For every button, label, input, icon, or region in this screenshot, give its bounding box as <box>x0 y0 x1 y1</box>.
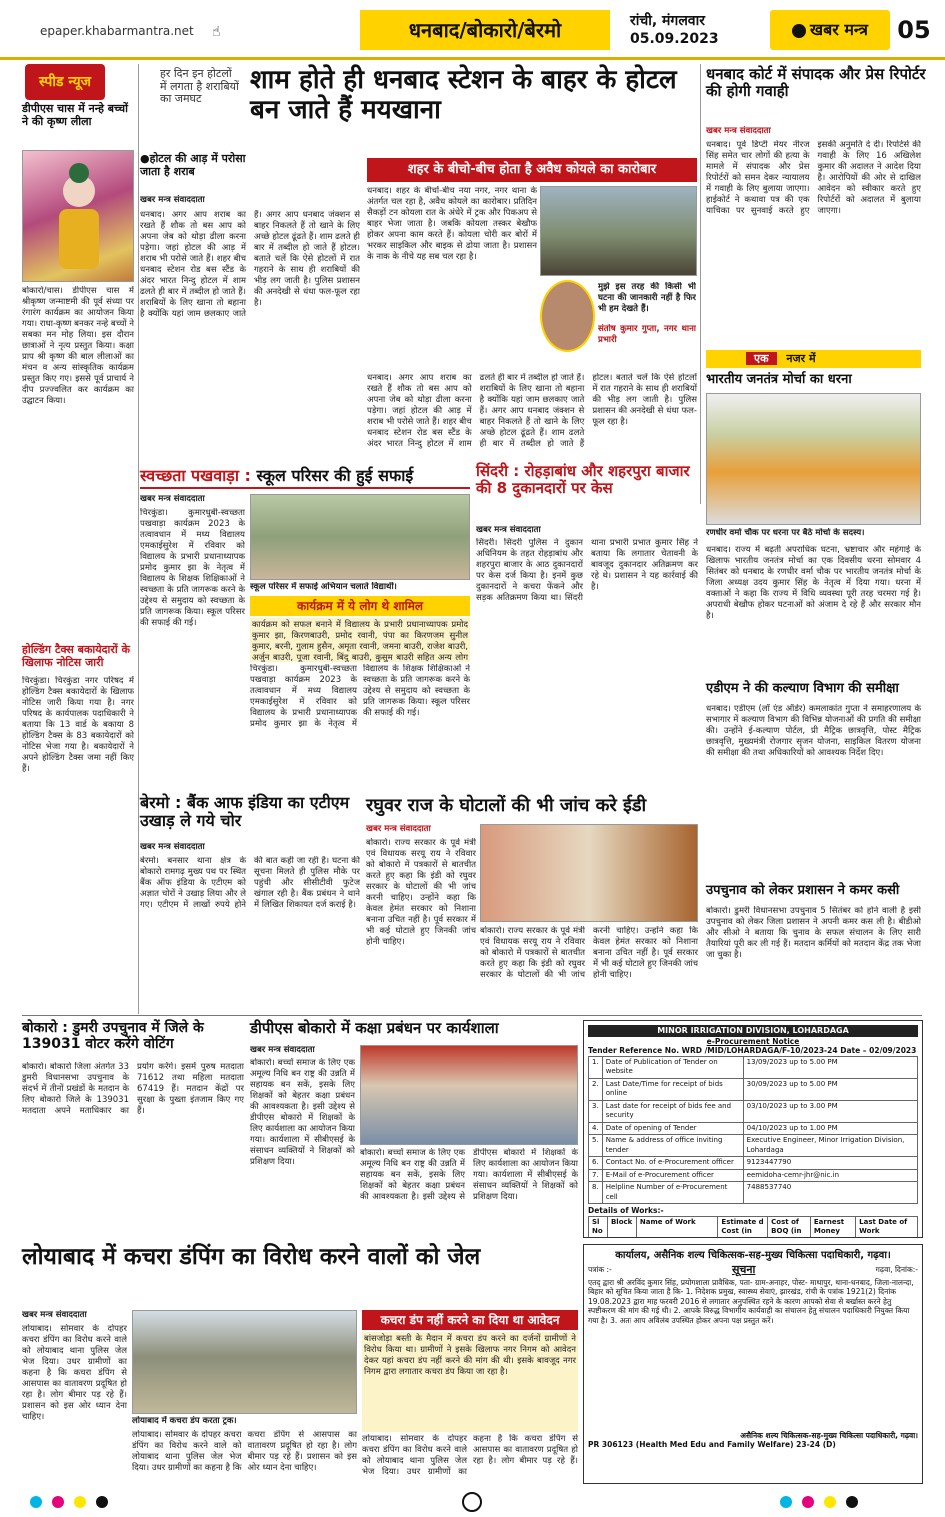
loyabad-body-cont-2: लोयाबाद। सोमवार के दोपहर कचरा डंपिंग का विरोध करने वाले को लोयाबाद थाना पुलिस जेल भेज दिया। उधर ग्रामीणों का कहना है कि कचरा डंपिंग से आसपास का वातावरण प्रदूषित हो रहा है। लोग बीमार पड़ रहे हैं। <box>362 1434 578 1477</box>
color-dots-right <box>780 1496 858 1508</box>
swachhta-caption: स्कूल परिसर में सफाई अभियान चलाते विद्यार्थी। <box>250 582 397 592</box>
dumri-body: बोकारो। बोकारो जिला अंतर्गत 33 डुमरी विधानसभा उपचुनाव के संदर्भ में तीनों प्रखंडों के मतदान के लिए बोकारो जिले के 139031 मतदाता अपने मताधिकार का प्रयोग करेंगे। इसमें पुरुष मतदाता 71612 तथा महिला मतदाता 67419 हैं। मतदान केंद्रों पर सुरक्षा के पुख्ता इंतजाम किए गए हैं। <box>22 1062 244 1116</box>
page-number: 05 <box>897 16 931 44</box>
cursor-icon: ☝ <box>212 24 221 40</box>
loyabad-body: लोयाबाद। सोमवार के दोपहर कचरा डंपिंग का विरोध करने वाले को लोयाबाद थाना पुलिस जेल भेज दिया। उधर ग्रामीणों का कहना है कि कचरा डंपिंग से आसपास का वातावरण प्रदूषित हो रहा है। लोग बीमार पड़ रहे हैं। प्रशासन को इस ओर ध्यान देना चाहिए। <box>22 1324 127 1422</box>
magenta-dot-icon <box>802 1496 814 1508</box>
swachhta-title: स्कूल परिसर की हुई सफाई <box>256 466 414 485</box>
tender-cell: 7488537740 <box>743 1182 917 1204</box>
swachhta-kicker: स्वच्छता पखवाड़ा : <box>140 466 251 485</box>
work-header-row <box>589 1216 918 1238</box>
loyabad-photo <box>132 1310 357 1414</box>
cyan-dot-icon <box>780 1496 792 1508</box>
tender-cell: 3. <box>589 1100 603 1122</box>
raghuvar-headline: रघुवर राज के घोटालों की भी जांच करे ईडी <box>366 795 647 816</box>
swachhta-body: चिरकुंडा। कुमारधुबी-स्वच्छता पखवाड़ा कार्यक्रम 2023 के तत्वावधान में मध्य विद्यालय एमकाईसुरेश में रविवार को विद्यालय के प्रभारी प्रधानाध्यापक प्रमोद कुमार झा के नेतृत्व में विद्यालय के शिक्षक शिक्षिकाओं ने स्वच्छता के प्रति जागरूक करने के उद्देश्य से समुदाय को स्वच्छता के प्रति जागरूक किया। स्कूल परिसर की सफाई की गई। <box>140 508 245 628</box>
column-rule <box>138 64 139 1014</box>
krishna-photo <box>22 150 134 282</box>
tender-row <box>589 1135 918 1157</box>
sindri-byline: खबर मन्त्र संवाददाता <box>476 525 541 535</box>
dumri-headline: बोकारो : डुमरी उपचुनाव में जिले के 139031 वोटर करेंगे वोटिंग <box>22 1020 204 1053</box>
swachhta-byline: खबर मन्त्र संवाददाता <box>140 494 205 504</box>
tender-cell: Executive Engineer, Minor Irrigation Division, Lohardaga <box>743 1135 917 1157</box>
work-header-cell: Estimate d Cost (in <box>718 1216 768 1238</box>
dps-byline: खबर मन्त्र संवाददाता <box>250 1045 315 1055</box>
tender-cell: 6. <box>589 1157 603 1170</box>
tender-cell: 03/10/2023 up to 3.00 PM <box>743 1100 917 1122</box>
lead-body-cont: धनबाद। अगर आप शराब का रखते हैं शौक तो बस आप को अपना जेब को थोड़ा ढीला करना पड़ेगा। जहां होटल की आड़ में शराब भी परोसे जाते हैं। शहर बीच धनबाद स्टेशन रोड बस स्टैंड के अंदर भारत निन्दु होटल में शाम ढलते ही बार में तब्दील हो जाते हैं। शराबियों के लिए खाना तो बहाना है क्योंकि यहां जाम छलकाए जाते हैं। अगर आप धनबाद जंक्शन से बाहर निकलते हैं तो खाने के लिए अच्छे होटल ढूंढते हैं। शाम ढलते ही बार में तब्दील हो जाते हैं होटल। बताते चलें कि ऐसे होटलों में रात गहराने के साथ ही शराबियों की भीड़ लग जाती है। पुलिस प्रशासन की अनदेखी से धंधा फल-फूल रहा है। <box>367 373 697 449</box>
tender-cell: Helpline Number of e-Procurement cell <box>602 1182 743 1204</box>
work-header-cell: Sl No <box>589 1216 608 1238</box>
nazar-label: नजर में <box>786 352 816 365</box>
coal-box-body: धनबाद। शहर के बीचों-बीच नया नगर, नगर थाना के अंतर्गत चल रहा है, अवैध कोयले का कारोबार। प्रतिदिन सैकड़ों टन कोयला रात के अंधेरे में ट्रक और पिकअप से बाहर भेजा जाता है। जबकि कोयला तस्कर बेखौफ होकर अपना काम करते हैं। कोयला चोरी कर बोरों में भरकर साइकिल और बाइक से ढोया जाता है। प्रशासन के नाक के नीचे यह सब चल रहा है। <box>367 186 537 262</box>
registration-marks <box>0 1488 945 1517</box>
tender-row <box>589 1169 918 1182</box>
coal-box-headline: शहर के बीचो-बीच होता है अवैध कोयले का कारोबार <box>367 158 697 182</box>
tender-dates-table <box>588 1056 918 1205</box>
sindri-body: सिंदरी। सिंदरी पुलिस ने दुकान अधिनियम के तहत रोहड़ाबांध और शहरपुरा बाजार के आठ दुकानदारों पर केस दर्ज किया है। इनमें कुछ दुकानदारों ने कचरा फेंकने और सड़क अतिक्रमण किया था। सिंदरी थाना प्रभारी प्रभात कुमार सिंह ने बताया कि लगातार चेतावनी के बावजूद दुकानदार अतिक्रमण कर रहे थे। प्रशासन ने यह कार्रवाई की है। <box>476 538 698 603</box>
tender-cell: 5. <box>589 1135 603 1157</box>
lead-byline: खबर मन्त्र संवाददाता <box>140 195 205 205</box>
ek-nazar-label <box>706 350 921 368</box>
tender-ref: Tender Reference No. WRD /MID/LOHARDAGA/F-10/2023-24 Date – 02/09/2023 <box>588 1046 917 1055</box>
loyabad-box-title: कचरा डंप नहीं करने का दिया था आवेदन <box>362 1310 578 1330</box>
swachhta-box-body: कार्यक्रम को सफल बनाने में विद्यालय के प्रभारी प्रधानाध्यापक प्रमोद कुमार झा, किरणबाउरी, प्रमोद रवानी, पंपा का किरणजम सुनील कुमार, बरनी, गुलाम हुसैन, अमृता रवानी, जमना बाउरी, राजेश बाउरी, अर्जुन बाउरी, पूजा रवानी, बिंदु बाउरी, कुसुम बाउरी सहित अन्य लोग <box>252 620 468 662</box>
adm-headline: एडीएम ने की कल्याण विभाग की समीक्षा <box>706 681 899 696</box>
raghuvar-body-cont: बोकारो। राज्य सरकार के पूर्व मंत्री एवं विधायक सरयू राय ने रविवार को बोकारो में पत्रकारों से बातचीत करते हुए कहा कि इंडी को रघुवर सरकार के घोटालों की भी जांच करनी चाहिए। उन्होंने कहा कि केवल हेमंत सरकार को निशाना बनाना उचित नहीं है। पूर्व सरकार में भी कई घोटाले हुए जिनकी जांच होनी चाहिए। <box>480 926 698 980</box>
tender-details-label: Details of Works:- <box>588 1206 664 1215</box>
black-dot-icon <box>846 1496 858 1508</box>
black-dot-icon <box>96 1496 108 1508</box>
tender-cell: Last date for receipt of bids fee and security <box>602 1100 743 1122</box>
brand-logo <box>770 10 890 50</box>
tender-row <box>589 1056 918 1078</box>
court-headline: धनबाद कोर्ट में संपादक और प्रेस रिपोर्टर की होगी गवाही <box>706 65 926 101</box>
bob-body: बेरमो। बनसार थाना क्षेत्र के बोकारो रामगढ़ मुख्य पथ पर स्थित बैंक ऑफ इंडिया के एटीएम को अज्ञात चोरों ने उखाड़ लिया और ले गए। एटीएम में लाखों रुपये होने की बात कही जा रही है। घटना की सूचना मिलते ही पुलिस मौके पर पहुंची और सीसीटीवी फुटेज खंगाल रही है। बैंक प्रबंधन ने थाने में लिखित शिकायत दर्ज कराई है। <box>140 856 360 910</box>
coal-photo <box>540 186 697 276</box>
dps-headline: डीपीएस बोकारो में कक्षा प्रबंधन पर कार्यशाला <box>250 1019 499 1037</box>
court-body: धनबाद। पूर्व डिप्टी मेयर नीरज सिंह समेत चार लोगों की हत्या के मामले में संपादक और प्रेस रिपोर्टरों को समन देकर न्यायालय में गवाही के लिए बुलाया जाएगा। हाईकोर्ट ने कथावा पत्र की एक याचिका पर सुनवाई करते हुए इसकी अनुमति दे दी। रिपोर्टर्स की गवाही के लिए 16 अखिलेश कुमार की अदालत ने आदेश दिया है। आरोपियों की ओर से दाखिल आवेदन को स्वीकार करते हुए रिपोर्टरों को अदालत में बुलाया जाएगा। <box>706 140 921 216</box>
adm-body: धनबाद। एडीएम (लॉ एंड ऑर्डर) कमलाकांत गुप्ता ने समाहरणालय के सभागार में कल्याण विभाग की विभिन्न योजनाओं की प्रगति की समीक्षा की। उन्होंने ई-कल्याण पोर्टल, प्री मैट्रिक छात्रवृत्ति, पोस्ट मैट्रिक छात्रवृत्ति, मुख्यमंत्री रोजगार सृजन योजना, साइकिल वितरण योजना की समीक्षा की तथा अधिकारियों को आवश्यक निर्देश दिए। <box>706 704 921 758</box>
bypoll-headline: उपचुनाव को लेकर प्रशासन ने कमर कसी <box>706 883 900 898</box>
color-dots-left <box>30 1496 108 1508</box>
tender-org: MINOR IRRIGATION DIVISION, LOHARDAGA <box>588 1025 918 1037</box>
masthead <box>0 0 945 60</box>
loyabad-headline: लोयाबाद में कचरा डंपिंग का विरोध करने वालों को जेल <box>22 1244 481 1270</box>
speed-news-label: स्पीड न्यूज <box>25 64 105 100</box>
dps-photo <box>360 1045 578 1145</box>
tender-cell: E-Mail of e-Procurement officer <box>602 1169 743 1182</box>
tender-notice <box>583 1020 923 1238</box>
lead-kicker: हर दिन इन होटलों में लगता है शराबियों का जमघट <box>160 67 239 106</box>
speed-news-body-2: चिरकुंडा। चिरकुंडा नगर परिषद में होल्डिंग टैक्स बकायेदारों के खिलाफ नोटिस जारी किया गया है। नगर परिषद के कार्यपालक पदाधिकारी ने बताया कि 13 वार्ड के बकाया 8 होल्डिंग टैक्स के 83 बकायेदारों को नोटिस भेजा गया है। बकायेदारों ने अपने होल्डिंग टैक्स जमा नहीं किए हैं। <box>22 676 134 774</box>
tender-cell: 7. <box>589 1169 603 1182</box>
speed-news-title-1: डीपीएस चास में नन्हे बच्चों ने की कृष्ण लीला <box>22 102 129 128</box>
court-byline: खबर मन्त्र संवाददाता <box>706 126 771 136</box>
swachhta-body-cont: चिरकुंडा। कुमारधुबी-स्वच्छता पखवाड़ा कार्यक्रम 2023 के तत्वावधान में मध्य विद्यालय एमकाईसुरेश में रविवार को विद्यालय के प्रभारी प्रधानाध्यापक प्रमोद कुमार झा के नेतृत्व में विद्यालय के शिक्षक शिक्षिकाओं ने स्वच्छता के प्रति जागरूक करने के उद्देश्य से समुदाय को स्वच्छता के प्रति जागरूक किया। स्कूल परिसर की सफाई की गई। <box>250 664 470 729</box>
loyabad-body-cont: लोयाबाद। सोमवार के दोपहर कचरा डंपिंग का विरोध करने वाले को लोयाबाद थाना पुलिस जेल भेज दिया। उधर ग्रामीणों का कहना है कि कचरा डंपिंग से आसपास का वातावरण प्रदूषित हो रहा है। लोग बीमार पड़ रहे हैं। प्रशासन को इस ओर ध्यान देना चाहिए। <box>132 1430 357 1473</box>
section-divider <box>22 1015 922 1016</box>
speed-news-body-1: बोकारो/चास। डीपीएस चास में श्रीकृष्ण जन्माष्टमी की पूर्व संध्या पर रंगारंग कार्यक्रम का आयोजन किया गया। राधा-कृष्ण बनकर नन्हे बच्चों ने सबका मन मोह लिया। इस दौरान छात्राओं ने नृत्य प्रस्तुत किया। कक्षा प्राप श्री कृष्ण की बाल लीलाओं का मंचन व अन्य सांस्कृतिक कार्यक्रम प्रस्तुत किए गए। इससे पूर्व प्राचार्य ने दीप प्रज्ज्वलित कर कार्यक्रम का उद्घाटन किया। <box>22 286 134 406</box>
tender-row <box>589 1078 918 1100</box>
garhwa-patrank: पत्रांक :- <box>588 1265 612 1274</box>
tender-cell: eemidoha-cemr-jhr@nic.in <box>743 1169 917 1182</box>
magenta-dot-icon <box>52 1496 64 1508</box>
garhwa-notice <box>583 1244 923 1484</box>
lead-subhead: ●होटल की आड़ में परोसा जाता है शराब <box>140 152 246 178</box>
garhwa-body: एतद् द्वारा श्री अरविंद कुमार सिंह, प्रयोगशाला प्रावैधिक, पता- ग्राम-अनाहर, पोस्ट- माथापुर, थाना-धनबाद, जिला-नालन्दा, बिहार को सूचित किया जाता है कि- 1. निदेशक प्रमुख, स्वास्थ्य सेवाएं, झारखंड, रांची के पत्रांक 1921(2) दिनांक 19.08.2023 द्वारा माह फरवरी 2016 से लगातार अनुपस्थित रहने के कारण आपको सेवा से बर्खास्त करने हेतु स्पष्टीकरण की मांग की गई थी। 2. आपके विरुद्ध विभागीय कार्यवाही का संचालन हेतु संचालन पदाधिकारी नियुक्त किया गया है। 3. अतः आप अविलंब उपस्थित होकर अपना पक्ष प्रस्तुत करें। <box>588 1277 914 1325</box>
work-header-cell: Cost of BOQ (in <box>768 1216 811 1238</box>
work-header-cell: Last Date of Work <box>856 1216 918 1238</box>
officer-photo <box>540 280 595 352</box>
edition-label: धनबाद/बोकारो/बेरमो <box>360 10 610 50</box>
tender-title: e-Procurement Notice <box>706 1036 800 1046</box>
krishna-illustration <box>23 151 134 282</box>
garhwa-dinank: गढ़वा, दिनांक:- <box>875 1265 918 1274</box>
yellow-dot-icon <box>74 1496 86 1508</box>
tender-cell: 30/09/2023 up to 5.00 PM <box>743 1078 917 1100</box>
site-url[interactable]: epaper.khabarmantra.net <box>40 24 194 38</box>
tender-cell: Name & address of office inviting tender <box>602 1135 743 1157</box>
garhwa-ref-line <box>588 1265 918 1275</box>
raghuvar-byline: खबर मन्त्र संवाददाता <box>366 824 431 834</box>
coal-caption: मुझे इस तरह की किसी भी घटना की जानकारी नहीं है फिर भी हम देखते हैं। <box>598 282 696 314</box>
dharna-caption: रणधीर वर्मा चौक पर धरना पर बैठे मोर्चा के सदस्य। <box>706 528 865 538</box>
tender-row <box>589 1100 918 1122</box>
issue-date: 05.09.2023 <box>630 31 719 47</box>
loyabad-caption: लोयाबाद में कचरा डंप करता ट्रक। <box>132 1416 237 1426</box>
raghuvar-photo <box>480 824 698 922</box>
lead-body: धनबाद। अगर आप शराब का रखते हैं शौक तो बस आप को अपना जेब को थोड़ा ढीला करना पड़ेगा। जहां होटल की आड़ में शराब भी परोसे जाते हैं। शहर बीच धनबाद स्टेशन रोड बस स्टैंड के अंदर भारत निन्दु होटल में शाम ढलते ही बार में तब्दील हो जाते हैं। शराबियों के लिए खाना तो बहाना है क्योंकि यहां जाम छलकाए जाते हैं। अगर आप धनबाद जंक्शन से बाहर निकलते हैं तो खाने के लिए अच्छे होटल ढूंढते हैं। शाम ढलते ही बार में तब्दील हो जाते हैं होटल। बताते चलें कि ऐसे होटलों में रात गहराने के साथ ही शराबियों की भीड़ लग जाती है। पुलिस प्रशासन की अनदेखी से धंधा फल-फूल रहा है। <box>140 210 360 319</box>
tender-cell: Date of opening of Tender <box>602 1122 743 1135</box>
dps-body-cont: बोकारो। बच्चों समाज के लिए एक अमूल्य निधि बन राष्ट्र की उन्नति में सहायक बन सकें, इसके लिए शिक्षकों को बेहतर कक्षा प्रबंधन की आवश्यकता है। इसी उद्देश्य से डीपीएस बोकारो में शिक्षकों के लिए कार्यशाला का आयोजन किया गया। कार्यशाला में सीबीएसई के संसाधन व्यक्तियों ने शिक्षकों को प्रशिक्षण दिया। <box>360 1148 578 1202</box>
crosshair-icon <box>462 1492 482 1512</box>
garhwa-sign: असैनिक शल्य चिकित्सक-सह-मुख्य चिकित्सा पदाधिकारी, गढ़वा। <box>740 1430 918 1440</box>
garhwa-title: सूचना <box>732 1263 756 1276</box>
bypoll-body: बोकारो। डुमरी विधानसभा उपचुनाव 5 सितंबर को होने वाली है इसी उपचुनाव को लेकर जिला प्रशासन ने अपनी कमर कस ली है। बीडीओ और सीओ ने बताया कि चुनाव के सफल संचालन के लिए सारी तैयारियां पूरी कर ली गई हैं। मतदान कर्मियों को मतदान केंद्र तक भेजा जा चुका है। <box>706 906 921 960</box>
work-header-cell: Name of Work <box>636 1216 718 1238</box>
tender-cell: 1. <box>589 1056 603 1078</box>
tender-cell: 8. <box>589 1182 603 1204</box>
lead-headline: शाम होते ही धनबाद स्टेशन के बाहर के होटल बन जाते हैं मयखाना <box>250 65 677 125</box>
ek-nazar-body: धनबाद। राज्य में बढ़ती अपराधिक घटना, भ्रष्टाचार और महंगाई के खिलाफ भारतीय जनतंत्र मोर्चा का एक दिवसीय धरना सोमवार 4 सितंबर को धनबाद के रणधीर वर्मा चौक पर भारतीय जनतंत्र मोर्चा के जिला अध्यक्ष उदय कुमार सिंह के नेतृत्व में दिया गया। धरना में वक्ताओं ने कहा कि राज्य में विधि व्यवस्था पूरी तरह चरमरा गई है। अपराधी बेखौफ होकर घटनाओं को अंजाम दे रहे हैं और सरकार मौन है। <box>706 545 921 621</box>
sindri-headline: सिंदरी : रोहड़ाबांध और शहरपुरा बाजार की 8 दुकानदारों पर केस <box>476 462 690 498</box>
city-day: रांची, मंगलवार <box>630 13 705 29</box>
dharna-photo <box>706 393 921 525</box>
dps-body: बोकारो। बच्चों समाज के लिए एक अमूल्य निधि बन राष्ट्र की उन्नति में सहायक बन सकें, इसके लिए शिक्षकों को बेहतर कक्षा प्रबंधन की आवश्यकता है। इसी उद्देश्य से डीपीएस बोकारो में शिक्षकों के लिए कार्यशाला का आयोजन किया गया। कार्यशाला में सीबीएसई के संसाधन व्यक्तियों ने शिक्षकों को प्रशिक्षण दिया। <box>250 1058 355 1167</box>
tender-cell: 2. <box>589 1078 603 1100</box>
tender-cell: Contact No. of e-Procurement officer <box>602 1157 743 1170</box>
yellow-dot-icon <box>824 1496 836 1508</box>
column-rule <box>700 64 701 504</box>
tender-cell: Date of Publication of Tender on website <box>602 1056 743 1078</box>
ek-label: एक <box>746 352 777 365</box>
tender-cell: Last Date/Time for receipt of bids online <box>602 1078 743 1100</box>
loyabad-byline: खबर मन्त्र संवाददाता <box>22 1310 87 1320</box>
work-header-cell: Earnest Money <box>810 1216 855 1238</box>
tender-cell: 04/10/2023 up to 1.00 PM <box>743 1122 917 1135</box>
tender-work-table <box>588 1216 918 1239</box>
brand-name: खबर मन्त्र <box>810 20 868 39</box>
garhwa-pr: PR 306123 (Health Med Edu and Family Welfare) 23-24 (D) <box>588 1440 836 1449</box>
tender-row <box>589 1157 918 1170</box>
work-header-cell: Block <box>607 1216 636 1238</box>
garhwa-header: कार्यालय, असैनिक शल्य चिकित्सक-सह-मुख्य चिकित्सा पदाधिकारी, गढ़वा। <box>615 1250 891 1261</box>
bob-headline: बेरमो : बैंक आफ इंडिया का एटीएम उखाड़ ले गये चोर <box>140 793 350 831</box>
coal-caption-by: संतोष कुमार गुप्ता, नगर थाना प्रभारी <box>598 324 696 345</box>
loyabad-box-body: बांसजोड़ा बस्ती के मैदान में कचरा डंप करने का दर्जनों ग्रामीणों ने विरोध किया था। ग्रामीणों ने इसके खिलाफ नगर निगम को आवेदन देकर यहां कचरा डंप नहीं करने की मांग की थी। इसके बावजूद नगर निगम द्वारा लगातार कचरा डंप किया जा रहा है। <box>362 1332 578 1432</box>
raghuvar-body: बोकारो। राज्य सरकार के पूर्व मंत्री एवं विधायक सरयू राय ने रविवार को बोकारो में पत्रकारों से बातचीत करते हुए कहा कि इंडी को रघुवर सरकार के घोटालों की भी जांच करनी चाहिए। उन्होंने कहा कि केवल हेमंत सरकार को निशाना बनाना उचित नहीं है। पूर्व सरकार में भी कई घोटाले हुए जिनकी जांच होनी चाहिए। <box>366 838 476 947</box>
speed-news-title-2: होल्डिंग टैक्स बकायेदारों के खिलाफ नोटिस जारी <box>22 643 130 669</box>
tender-cell: 9123447790 <box>743 1157 917 1170</box>
swachhta-box-title: कार्यक्रम में ये लोग थे शामिल <box>250 596 470 616</box>
tender-cell: 4. <box>589 1122 603 1135</box>
tender-cell: 13/09/2023 up to 5.00 PM <box>743 1056 917 1078</box>
ek-nazar-headline: भारतीय जनतंत्र मोर्चा का धरना <box>706 372 852 387</box>
cyan-dot-icon <box>30 1496 42 1508</box>
date-block <box>630 12 719 48</box>
tender-row <box>589 1122 918 1135</box>
swachhta-photo <box>250 494 470 580</box>
tender-row <box>589 1182 918 1204</box>
brand-circle-icon <box>792 24 806 38</box>
swachhta-headline <box>140 463 470 489</box>
bob-byline: खबर मन्त्र संवाददाता <box>140 842 205 852</box>
